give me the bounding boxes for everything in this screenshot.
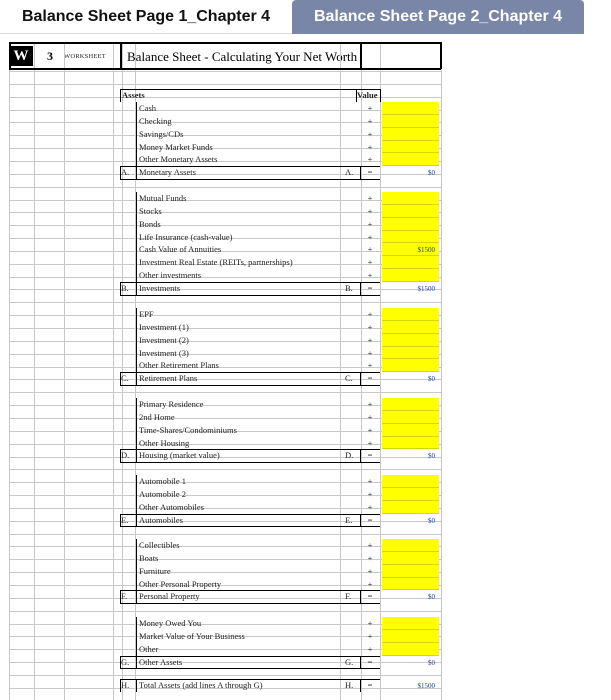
equals-operator: = [367,656,373,667]
line-item-label: Other Monetary Assets [139,154,218,165]
header-left-border [9,42,11,69]
section-total-value: $0 [428,516,435,525]
section-letter: F. [121,591,128,602]
section-total-value: $1500 [417,284,435,293]
value-input-cell[interactable] [382,475,439,488]
value-input-cell[interactable] [382,192,439,205]
plus-operator: + [367,205,373,216]
line-item-border [136,153,137,166]
line-item-border [136,347,137,360]
header-top-border [9,42,441,44]
total-letter-border [120,514,121,527]
total-label-border [136,514,137,527]
line-item-label: Other Housing [139,437,190,448]
line-item-border [136,617,137,630]
value-input-cell[interactable] [382,552,439,565]
grid-row-line [9,469,441,470]
line-item-border [136,334,137,347]
header-value-border [360,42,362,69]
section-letter-right: B. [345,282,353,293]
plus-operator: + [367,347,373,358]
tab-balance-sheet-page-1[interactable]: Balance Sheet Page 1_Chapter 4 [0,0,292,34]
grid-row-line [9,148,441,149]
header-title-border [120,42,122,69]
grid-row-line [9,624,441,625]
value-input-cell[interactable] [382,269,439,282]
section-total-value: $0 [428,658,435,667]
grid-col-line [441,42,442,700]
equals-operator: = [367,450,373,461]
grid-col-line [64,42,65,700]
value-input-cell[interactable] [382,578,439,591]
grid-row-line [9,662,441,663]
value-input-cell[interactable] [382,630,439,643]
plus-operator: + [367,193,373,203]
grid-row-line [9,277,441,278]
line-item-border [136,411,137,424]
plus-operator: + [367,424,373,435]
grid-row-line [9,302,441,303]
grid-row-line [9,572,441,573]
section-letter-right: C. [345,373,353,384]
section-total-label: Personal Property [139,591,200,602]
grand-total-mid-border [360,679,361,692]
total-row-bottom [120,668,380,669]
value-header: Value [357,90,378,100]
line-item-border [136,539,137,552]
line-item-border [136,643,137,656]
section-letter: D. [121,450,130,461]
total-label-border [136,282,137,295]
plus-operator: + [367,411,373,422]
total-mid-border [360,166,361,179]
value-input-cell[interactable] [382,643,439,656]
line-item-label: Other Retirement Plans [139,360,219,371]
grid-row-line [9,585,441,586]
plus-operator: + [367,552,373,563]
section-total-label: Investments [139,282,181,293]
value-input-cell[interactable] [382,347,439,360]
plus-operator: + [367,154,373,165]
total-label-border [136,166,137,179]
total-mid-border [360,590,361,603]
section-total-label: Other Assets [139,656,183,667]
grid-row-line [9,122,441,123]
grid-row-line [9,379,441,380]
plus-operator: + [367,437,373,448]
value-header-right [380,89,381,102]
line-item-label: Bonds [139,218,161,229]
total-row-bottom [120,295,380,296]
value-header-border [356,89,357,102]
plus-operator: + [367,334,373,345]
line-item-label: 2nd Home [139,411,175,422]
line-item-label: Life Insurance (cash-value) [139,231,233,242]
plus-operator: + [367,630,373,641]
grid-row-line [9,367,441,368]
value-input-cell[interactable] [382,308,439,321]
grid-row-line [9,341,441,342]
grid-row-line [9,392,441,393]
grid-row-line [9,315,441,316]
line-item-label: Mutual Funds [139,193,187,203]
total-letter-border [120,166,121,179]
total-mid-border [360,372,361,385]
line-item-border [136,475,137,488]
line-item-label: Other Automobiles [139,501,204,512]
line-item-border [136,308,137,321]
plus-operator: + [367,488,373,499]
total-mid-border [360,514,361,527]
value-input-cell[interactable] [382,231,439,244]
value-input-cell[interactable] [382,218,439,231]
section-total-label: Retirement Plans [139,373,198,384]
value-input-cell[interactable] [382,128,439,141]
section-letter: E. [121,514,129,525]
section-total-value: $0 [428,375,435,384]
plus-operator: + [367,643,373,654]
total-label-border [136,372,137,385]
value-input-cell[interactable] [382,102,439,115]
plus-operator: + [367,476,373,486]
plus-operator: + [367,360,373,371]
plus-operator: + [367,565,373,576]
section-letter-right: E. [345,514,353,525]
grid-row-line [9,521,441,522]
total-letter-border [120,449,121,462]
value-input-cell[interactable] [382,539,439,552]
line-item-label: Boats [139,552,159,563]
grid-row-line [9,559,441,560]
line-item-label: Collectibles [139,540,180,550]
plus-operator: + [367,218,373,229]
section-letter: C. [121,373,129,384]
value-input-cell[interactable] [382,115,439,128]
grid-col-line [9,42,10,700]
plus-operator: + [367,540,373,550]
line-item-label: Market Value of Your Business [139,630,245,641]
total-label-border [136,590,137,603]
line-item-label: Other Personal Property [139,578,222,589]
grid-row-line [9,611,441,612]
grid-row-line [9,546,441,547]
plus-operator: + [367,141,373,152]
value-input-cell[interactable] [382,565,439,578]
grid-row-line [9,354,441,355]
line-item-border [136,205,137,218]
value-input-cell[interactable] [382,205,439,218]
grand-total-letter: H. [121,680,130,690]
line-item-border [136,192,137,205]
equals-operator: = [367,282,373,293]
grid-row-line [9,200,441,201]
grand-total-value: $1500 [417,682,435,690]
grid-row-line [9,328,441,329]
plus-operator: + [367,618,373,628]
line-item-label: Furniture [139,565,171,576]
plus-operator: + [367,270,373,281]
section-letter: G. [121,656,130,667]
grid-row-line [9,649,441,650]
line-item-label: Investment (2) [139,334,189,345]
value-input-cell[interactable] [382,153,439,166]
value-input-cell[interactable] [382,488,439,501]
line-item-border [136,218,137,231]
plus-operator: + [367,115,373,126]
line-item-label: Cash [139,103,156,113]
assets-left-border [120,89,121,102]
value-input-cell[interactable] [382,501,439,514]
value-input-cell[interactable] [382,321,439,334]
plus-operator: + [367,257,373,268]
plus-operator: + [367,501,373,512]
value-input-cell[interactable] [382,141,439,154]
line-item-label: EPF [139,309,154,319]
line-item-border [136,578,137,591]
line-item-label: Investment (1) [139,321,189,332]
total-row-bottom [120,526,380,527]
line-item-label: Other [139,643,159,654]
section-letter: A. [121,167,130,178]
line-item-label: Money Market Funds [139,141,213,152]
line-item-border [136,565,137,578]
grid-row-line [9,161,441,162]
value-input-cell[interactable] [382,617,439,630]
plus-operator: + [367,578,373,589]
line-item-label: Primary Residence [139,399,204,409]
total-mid-border [360,449,361,462]
total-row-bottom [120,179,380,180]
grand-total-label-border [136,679,137,692]
line-item-label: Stocks [139,205,162,216]
plus-operator: + [367,244,373,255]
section-letter-right: D. [345,450,354,461]
worksheet-number: 3 [47,49,53,63]
worksheet-badge: W [9,46,33,66]
line-item-border [136,359,137,372]
line-item-border [136,488,137,501]
line-item-border [136,321,137,334]
line-item-border [136,102,137,115]
section-total-label: Housing (market value) [139,450,220,461]
total-row-bottom [120,603,380,604]
grand-total-letter-right: H. [345,680,354,690]
line-item-label: Investment (3) [139,347,189,358]
section-total-value: $0 [428,452,435,461]
total-label-border [136,656,137,669]
line-item-border [136,398,137,411]
line-item-label: Money Owed You [139,618,202,628]
grid-col-line [380,42,381,700]
grid-row-line [9,71,441,72]
line-item-border [136,501,137,514]
grid-row-line [9,418,441,419]
grid-col-line [34,42,35,700]
section-letter-right: G. [345,656,354,667]
value-input-cell[interactable] [382,437,439,450]
section-letter-right: A. [345,167,354,178]
page-title: Balance Sheet - Calculating Your Net Worth [127,49,358,64]
section-total-label: Automobiles [139,514,183,525]
grid-row-line [9,110,441,111]
line-item-border [136,437,137,450]
header-bottom-border [9,68,441,70]
plus-operator: + [367,321,373,332]
line-item-label: Checking [139,115,172,126]
line-item-label: Automobile 2 [139,488,186,499]
sheet-tab-bar [0,0,611,36]
tab-balance-sheet-page-2[interactable]: Balance Sheet Page 2_Chapter 4 [292,0,584,34]
line-item-border [136,243,137,256]
line-item-label: Investment Real Estate (REITs, partnerships) [139,257,293,268]
grid-row-line [9,495,441,496]
grid-row-line [9,598,441,599]
grid-row-line [9,174,441,175]
line-item-border [136,128,137,141]
grid-row-line [9,187,441,188]
plus-operator: + [367,309,373,319]
section-total-value: $0 [428,169,435,178]
header-right-border [440,42,442,69]
grid-row-line [9,251,441,252]
grid-row-line [9,225,441,226]
value-input-text: $1500 [417,246,435,255]
line-item-border [136,424,137,437]
grid-row-line [9,482,441,483]
equals-operator: = [367,373,373,384]
total-letter-border [120,590,121,603]
grid-row-line [9,84,441,85]
value-input-cell[interactable] [382,359,439,372]
line-item-label: Cash Value of Annuities [139,244,222,255]
line-item-border [136,269,137,282]
section-letter-right: F. [345,591,352,602]
grid-row-line [9,508,441,509]
line-item-border [136,630,137,643]
equals-operator: = [367,167,373,178]
total-letter-border [120,282,121,295]
line-item-border [136,115,137,128]
grid-col-line [361,42,362,700]
line-item-label: Automobile 1 [139,476,186,486]
grid-row-line [9,534,441,535]
grid-row-line [9,444,441,445]
total-letter-border [120,372,121,385]
worksheet-label: WORKSHEET [64,53,106,60]
grand-total-equals: = [367,680,373,690]
grid-col-line [113,42,114,700]
total-row-bottom [120,385,380,386]
equals-operator: = [367,591,373,602]
total-mid-border [360,282,361,295]
line-item-border [136,552,137,565]
line-item-label: Savings/CDs [139,128,184,139]
section-total-value: $0 [428,593,435,602]
line-item-label: Time-Shares/Condominiums [139,424,237,435]
grand-total-label: Total Assets (add lines A through G) [139,680,263,690]
line-item-border [136,141,137,154]
grid-row-line [9,457,441,458]
plus-operator: + [367,399,373,409]
grid-row-line [9,405,441,406]
line-item-border [136,231,137,244]
plus-operator: + [367,103,373,113]
grid-col-line [340,42,341,700]
value-input-cell[interactable] [382,256,439,269]
equals-operator: = [367,514,373,525]
line-item-label: Other investments [139,270,202,281]
line-item-border [136,256,137,269]
grid-row-line [9,212,441,213]
section-letter: B. [121,282,129,293]
plus-operator: + [367,231,373,242]
section-total-label: Monetary Assets [139,167,196,178]
total-letter-border [120,656,121,669]
value-input-cell[interactable] [382,398,439,411]
value-input-cell[interactable] [382,411,439,424]
value-input-cell[interactable] [382,424,439,437]
assets-header-top [120,89,380,90]
total-label-border [136,449,137,462]
total-mid-border [360,656,361,669]
value-input-cell[interactable] [382,334,439,347]
grid-row-line [9,675,441,676]
grid-row-line [9,289,441,290]
plus-operator: + [367,128,373,139]
total-row-bottom [120,462,380,463]
assets-header: Assets [122,90,145,100]
grid-row-line [9,135,441,136]
